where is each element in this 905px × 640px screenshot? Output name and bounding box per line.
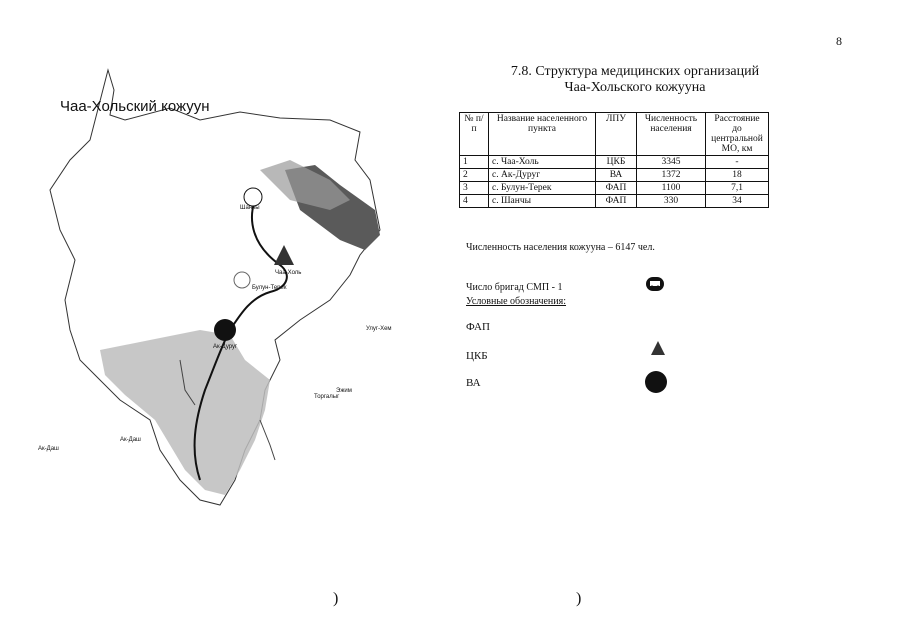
col-header-population: Численность населения: [637, 113, 706, 156]
cell-num: 2: [460, 169, 489, 182]
cell-num: 4: [460, 195, 489, 208]
col-header-num: № п/п: [460, 113, 489, 156]
map-label-bulun-terek: Булун-Терек: [252, 285, 287, 291]
ambulance-icon: [645, 276, 665, 292]
med-org-table: [459, 112, 769, 208]
cell-num: 3: [460, 182, 489, 195]
map-label-river4: Ак-Даш: [38, 446, 59, 452]
cell-name: с. Чаа-Холь: [489, 156, 596, 169]
map-label-river1: Улуг-Хем: [366, 326, 392, 332]
shanchy-marker: [244, 188, 262, 206]
footer-mark-2: ): [576, 590, 582, 607]
cell-lpu: ФАП: [596, 182, 637, 195]
map-label-chaa-khol: Чаа-Холь: [275, 270, 302, 276]
table-row: [460, 156, 769, 169]
col-header-lpu: ЛПУ: [596, 113, 637, 156]
black-circle-icon: [645, 370, 667, 394]
col-header-distance: Расстояние до центральной МО, км: [706, 113, 769, 156]
map-label-river5: Ак-Даш: [120, 437, 141, 443]
cell-distance: -: [706, 156, 769, 169]
heading-line-1: 7.8. Структура медицинских организаций: [510, 64, 760, 79]
ak-durug-marker: [214, 319, 236, 341]
cell-population: 330: [637, 195, 706, 208]
river-line-2: [260, 420, 275, 460]
map-title: Чаа-Хольский кожуун: [60, 98, 210, 115]
brigades-count: Число бригад СМП - 1: [466, 282, 563, 293]
cell-name: с. Ак-Дуруг: [489, 169, 596, 182]
cell-name: с. Булун-Терек: [489, 182, 596, 195]
table-row: [460, 182, 769, 195]
cell-lpu: ВА: [596, 169, 637, 182]
cell-lpu: ЦКБ: [596, 156, 637, 169]
table-header-row: [460, 113, 769, 156]
table-row: [460, 195, 769, 208]
cell-distance: 34: [706, 195, 769, 208]
triangle-icon: [650, 340, 666, 356]
page-number: 8: [836, 34, 842, 48]
legend-label-ckb: ЦКБ: [466, 350, 488, 362]
map-label-river3: Торгалыг: [314, 394, 340, 400]
table-row: [460, 169, 769, 182]
cell-population: 1372: [637, 169, 706, 182]
legend-label-va: ВА: [466, 377, 481, 389]
cell-distance: 7,1: [706, 182, 769, 195]
footer-mark-1: ): [333, 590, 339, 607]
cell-distance: 18: [706, 169, 769, 182]
heading-line-2: Чаа-Хольского кожууна: [564, 80, 706, 95]
cell-name: с. Шанчы: [489, 195, 596, 208]
population-total: Численность населения кожууна – 6147 чел.: [466, 242, 655, 253]
cell-population: 3345: [637, 156, 706, 169]
map-label-ak-durug: Ак-Дуруг: [213, 344, 238, 350]
legend-title: Условные обозначения:: [466, 296, 567, 307]
legend-label-fap: ФАП: [466, 321, 490, 333]
cell-population: 1100: [637, 182, 706, 195]
col-header-name: Название населенного пункта: [489, 113, 596, 156]
cell-num: 1: [460, 156, 489, 169]
cell-lpu: ФАП: [596, 195, 637, 208]
page-heading: [470, 64, 800, 96]
district-map: [30, 60, 430, 520]
map-label-river2: Эжим: [336, 388, 352, 394]
bulun-terek-marker: [234, 272, 250, 288]
map-label-shanchy: Шанчы: [240, 205, 260, 211]
